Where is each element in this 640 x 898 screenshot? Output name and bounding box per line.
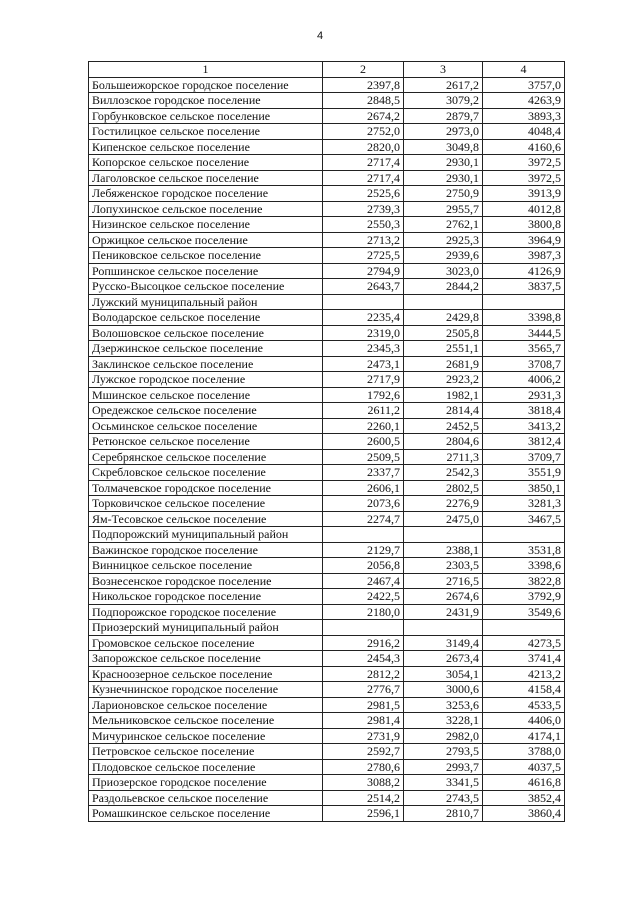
table-row: [89, 589, 565, 605]
table-row: [89, 294, 565, 310]
row-value-col-3: 2802,5: [404, 480, 483, 496]
row-name: Володарское сельское поселение: [89, 310, 323, 326]
row-value-col-4: 3467,5: [483, 511, 565, 527]
row-value-col-4: 2931,3: [483, 387, 565, 403]
row-name: Петровское сельское поселение: [89, 744, 323, 760]
row-value-col-4: 3444,5: [483, 325, 565, 341]
row-value-col-3: 2429,8: [404, 310, 483, 326]
row-value-col-3: 3253,6: [404, 697, 483, 713]
row-value-col-3: 3149,4: [404, 635, 483, 651]
page-number: 4: [316, 30, 324, 42]
row-name: Дзержинское сельское поселение: [89, 341, 323, 357]
row-value-col-4: 3281,3: [483, 496, 565, 512]
table-row: [89, 604, 565, 620]
row-value-col-4: 4037,5: [483, 759, 565, 775]
row-name: Ромашкинское сельское поселение: [89, 806, 323, 822]
row-value-col-2: 2467,4: [323, 573, 404, 589]
table-row: [89, 418, 565, 434]
row-value-col-3: 1982,1: [404, 387, 483, 403]
row-value-col-2: 2600,5: [323, 434, 404, 450]
row-value-col-4: 3413,2: [483, 418, 565, 434]
table-row: [89, 480, 565, 496]
row-name: Скребловское сельское поселение: [89, 465, 323, 481]
row-value-col-4: 4616,8: [483, 775, 565, 791]
row-value-col-4: 3800,8: [483, 217, 565, 233]
row-value-col-3: 2505,8: [404, 325, 483, 341]
row-value-col-4: 3837,5: [483, 279, 565, 295]
table-row: [89, 511, 565, 527]
row-value-col-3: 2711,3: [404, 449, 483, 465]
row-value-col-4: 4273,5: [483, 635, 565, 651]
row-value-col-2: 2794,9: [323, 263, 404, 279]
row-value-col-3: 2930,1: [404, 170, 483, 186]
row-value-col-3: 3023,0: [404, 263, 483, 279]
row-name: Оржицкое сельское поселение: [89, 232, 323, 248]
row-value-col-4: 3852,4: [483, 790, 565, 806]
row-value-col-2: [323, 620, 404, 636]
row-value-col-2: 2550,3: [323, 217, 404, 233]
row-value-col-2: 2611,2: [323, 403, 404, 419]
table-row: [89, 248, 565, 264]
row-value-col-2: 2643,7: [323, 279, 404, 295]
row-value-col-3: 2930,1: [404, 155, 483, 171]
row-name: Запорожское сельское поселение: [89, 651, 323, 667]
row-value-col-2: 2848,5: [323, 93, 404, 109]
row-value-col-4: 4126,9: [483, 263, 565, 279]
row-value-col-3: 3054,1: [404, 666, 483, 682]
row-value-col-4: 3972,5: [483, 170, 565, 186]
table-row: [89, 155, 565, 171]
row-value-col-3: 2716,5: [404, 573, 483, 589]
row-value-col-3: 2551,1: [404, 341, 483, 357]
row-name: Русско-Высоцкое сельское поселение: [89, 279, 323, 295]
table-row: [89, 527, 565, 543]
row-name: Вознесенское городское поселение: [89, 573, 323, 589]
table-row: [89, 666, 565, 682]
row-value-col-3: 2674,6: [404, 589, 483, 605]
table-row: [89, 573, 565, 589]
table-row: [89, 697, 565, 713]
row-value-col-3: 2804,6: [404, 434, 483, 450]
row-value-col-3: 2542,3: [404, 465, 483, 481]
row-name: Подпорожское городское поселение: [89, 604, 323, 620]
row-name: Ям-Тесовское сельское поселение: [89, 511, 323, 527]
row-value-col-2: 2596,1: [323, 806, 404, 822]
row-value-col-2: 2981,5: [323, 697, 404, 713]
row-name: Ретюнское сельское поселение: [89, 434, 323, 450]
row-value-col-3: 2955,7: [404, 201, 483, 217]
table-row: [89, 806, 565, 822]
row-value-col-3: 2617,2: [404, 77, 483, 93]
row-value-col-3: 2973,0: [404, 124, 483, 140]
row-value-col-3: 2743,5: [404, 790, 483, 806]
row-value-col-3: 2879,7: [404, 108, 483, 124]
table-row: [89, 263, 565, 279]
row-value-col-3: [404, 294, 483, 310]
row-value-col-2: 1792,6: [323, 387, 404, 403]
row-value-col-4: 4158,4: [483, 682, 565, 698]
row-value-col-2: 2592,7: [323, 744, 404, 760]
table-row: [89, 713, 565, 729]
row-value-col-4: 4006,2: [483, 372, 565, 388]
row-value-col-2: 2739,3: [323, 201, 404, 217]
row-name: Ларионовское сельское поселение: [89, 697, 323, 713]
row-value-col-3: 2939,6: [404, 248, 483, 264]
row-value-col-4: 3860,4: [483, 806, 565, 822]
header-col-1: 1: [89, 62, 323, 78]
row-name: Лаголовское сельское поселение: [89, 170, 323, 186]
row-value-col-4: [483, 620, 565, 636]
row-value-col-4: 3893,3: [483, 108, 565, 124]
table-row: [89, 387, 565, 403]
table-row: [89, 124, 565, 140]
row-value-col-2: 2509,5: [323, 449, 404, 465]
table-row: [89, 775, 565, 791]
row-name: Громовское сельское поселение: [89, 635, 323, 651]
row-value-col-4: 3812,4: [483, 434, 565, 450]
row-value-col-3: 2982,0: [404, 728, 483, 744]
row-value-col-2: 2525,6: [323, 186, 404, 202]
row-value-col-2: 2731,9: [323, 728, 404, 744]
row-value-col-4: 4263,9: [483, 93, 565, 109]
row-value-col-3: 2925,3: [404, 232, 483, 248]
table-row: [89, 93, 565, 109]
row-name: Мельниковское сельское поселение: [89, 713, 323, 729]
row-value-col-2: 2780,6: [323, 759, 404, 775]
table-row: [89, 170, 565, 186]
row-name: Копорское сельское поселение: [89, 155, 323, 171]
row-value-col-2: 2820,0: [323, 139, 404, 155]
row-value-col-4: 3565,7: [483, 341, 565, 357]
row-value-col-4: 3818,4: [483, 403, 565, 419]
row-name: Красноозерное сельское поселение: [89, 666, 323, 682]
row-name: Оредежское сельское поселение: [89, 403, 323, 419]
row-value-col-4: 4406,0: [483, 713, 565, 729]
table-row: [89, 542, 565, 558]
row-value-col-3: 2750,9: [404, 186, 483, 202]
row-name: Большеижорское городское поселение: [89, 77, 323, 93]
table-row: [89, 186, 565, 202]
table-row: [89, 744, 565, 760]
row-value-col-2: 2717,4: [323, 170, 404, 186]
row-value-col-4: 4533,5: [483, 697, 565, 713]
row-value-col-3: 2762,1: [404, 217, 483, 233]
row-value-col-2: 2235,4: [323, 310, 404, 326]
row-value-col-3: 2673,4: [404, 651, 483, 667]
row-name: Низинское сельское поселение: [89, 217, 323, 233]
row-value-col-2: [323, 527, 404, 543]
row-value-col-3: [404, 620, 483, 636]
row-value-col-2: 2056,8: [323, 558, 404, 574]
row-value-col-4: 4012,8: [483, 201, 565, 217]
row-value-col-2: 2717,9: [323, 372, 404, 388]
row-value-col-2: 2713,2: [323, 232, 404, 248]
table-row: [89, 403, 565, 419]
table-row: [89, 310, 565, 326]
row-value-col-2: 2180,0: [323, 604, 404, 620]
row-value-col-4: 3549,6: [483, 604, 565, 620]
row-value-col-2: 2981,4: [323, 713, 404, 729]
table-row: [89, 728, 565, 744]
row-value-col-3: 2475,0: [404, 511, 483, 527]
row-value-col-3: 2793,5: [404, 744, 483, 760]
row-value-col-2: 2717,4: [323, 155, 404, 171]
table-row: [89, 77, 565, 93]
row-value-col-4: 3741,4: [483, 651, 565, 667]
row-value-col-3: 2844,2: [404, 279, 483, 295]
table-row: [89, 759, 565, 775]
row-value-col-4: 3964,9: [483, 232, 565, 248]
row-value-col-4: 3531,8: [483, 542, 565, 558]
row-value-col-2: 2337,7: [323, 465, 404, 481]
row-value-col-3: 2388,1: [404, 542, 483, 558]
table-row: [89, 635, 565, 651]
row-name: Кипенское сельское поселение: [89, 139, 323, 155]
table-row: [89, 620, 565, 636]
row-name: Плодовское сельское поселение: [89, 759, 323, 775]
row-value-col-3: 2923,2: [404, 372, 483, 388]
row-value-col-4: 3913,9: [483, 186, 565, 202]
header-col-2: 2: [323, 62, 404, 78]
row-value-col-2: [323, 294, 404, 310]
row-value-col-2: 2422,5: [323, 589, 404, 605]
row-value-col-3: 3000,6: [404, 682, 483, 698]
table-row: [89, 434, 565, 450]
row-value-col-4: 3972,5: [483, 155, 565, 171]
row-value-col-2: 2916,2: [323, 635, 404, 651]
header-col-3: 3: [404, 62, 483, 78]
row-name: Важинское городское поселение: [89, 542, 323, 558]
row-value-col-4: 3398,6: [483, 558, 565, 574]
row-value-col-4: 3709,7: [483, 449, 565, 465]
row-name: Толмачевское городское поселение: [89, 480, 323, 496]
table-row: [89, 372, 565, 388]
row-name: Винницкое сельское поселение: [89, 558, 323, 574]
table-row: [89, 356, 565, 372]
row-value-col-3: 2276,9: [404, 496, 483, 512]
table-header: [89, 62, 565, 78]
row-value-col-4: 3398,8: [483, 310, 565, 326]
table-body: [89, 77, 565, 821]
row-name: Мичуринское сельское поселение: [89, 728, 323, 744]
row-value-col-2: 2454,3: [323, 651, 404, 667]
row-value-col-4: 4213,2: [483, 666, 565, 682]
row-value-col-3: 2810,7: [404, 806, 483, 822]
row-value-col-4: 3987,3: [483, 248, 565, 264]
row-value-col-2: 2345,3: [323, 341, 404, 357]
row-value-col-4: 4160,6: [483, 139, 565, 155]
row-name: Никольское городское поселение: [89, 589, 323, 605]
row-value-col-2: 2397,8: [323, 77, 404, 93]
header-row: [89, 62, 565, 78]
table-row: [89, 790, 565, 806]
row-value-col-3: 2993,7: [404, 759, 483, 775]
row-value-col-4: 3788,0: [483, 744, 565, 760]
table-row: [89, 217, 565, 233]
row-name: Пениковское сельское поселение: [89, 248, 323, 264]
row-value-col-2: 2725,5: [323, 248, 404, 264]
table-row: [89, 325, 565, 341]
row-value-col-2: 2606,1: [323, 480, 404, 496]
table-row: [89, 232, 565, 248]
row-value-col-2: 2319,0: [323, 325, 404, 341]
row-value-col-2: 2073,6: [323, 496, 404, 512]
row-value-col-2: 2129,7: [323, 542, 404, 558]
row-name: Заклинское сельское поселение: [89, 356, 323, 372]
row-name: Подпорожский муниципальный район: [89, 527, 323, 543]
row-name: Кузнечнинское городское поселение: [89, 682, 323, 698]
row-value-col-3: 3049,8: [404, 139, 483, 155]
row-name: Лопухинское сельское поселение: [89, 201, 323, 217]
row-name: Лужский муниципальный район: [89, 294, 323, 310]
table-row: [89, 108, 565, 124]
row-value-col-4: 3822,8: [483, 573, 565, 589]
header-col-4: 4: [483, 62, 565, 78]
row-value-col-3: 2431,9: [404, 604, 483, 620]
row-value-col-3: 2452,5: [404, 418, 483, 434]
row-name: Лебяженское городское поселение: [89, 186, 323, 202]
row-name: Лужское городское поселение: [89, 372, 323, 388]
row-value-col-2: 2274,7: [323, 511, 404, 527]
row-value-col-4: 3792,9: [483, 589, 565, 605]
row-name: Осьминское сельское поселение: [89, 418, 323, 434]
table-row: [89, 465, 565, 481]
row-value-col-4: 4174,1: [483, 728, 565, 744]
row-value-col-2: 2260,1: [323, 418, 404, 434]
row-name: Раздольевское сельское поселение: [89, 790, 323, 806]
row-name: Ропшинское сельское поселение: [89, 263, 323, 279]
row-value-col-3: 3228,1: [404, 713, 483, 729]
row-value-col-4: 3551,9: [483, 465, 565, 481]
row-value-col-4: 3850,1: [483, 480, 565, 496]
table-row: [89, 279, 565, 295]
row-value-col-3: 3341,5: [404, 775, 483, 791]
table-row: [89, 496, 565, 512]
row-value-col-2: 3088,2: [323, 775, 404, 791]
row-value-col-4: [483, 527, 565, 543]
table-row: [89, 449, 565, 465]
row-name: Гостилицкое сельское поселение: [89, 124, 323, 140]
row-name: Серебрянское сельское поселение: [89, 449, 323, 465]
row-name: Виллозское городское поселение: [89, 93, 323, 109]
row-name: Горбунковское сельское поселение: [89, 108, 323, 124]
row-value-col-4: 3757,0: [483, 77, 565, 93]
row-value-col-2: 2514,2: [323, 790, 404, 806]
table-row: [89, 651, 565, 667]
row-value-col-3: 3079,2: [404, 93, 483, 109]
row-name: Приозерское городское поселение: [89, 775, 323, 791]
row-value-col-4: [483, 294, 565, 310]
table-row: [89, 682, 565, 698]
row-value-col-2: 2812,2: [323, 666, 404, 682]
table-row: [89, 558, 565, 574]
row-value-col-4: 4048,4: [483, 124, 565, 140]
row-value-col-3: 2814,4: [404, 403, 483, 419]
row-value-col-3: [404, 527, 483, 543]
row-value-col-2: 2674,2: [323, 108, 404, 124]
table-row: [89, 201, 565, 217]
settlements-table: [88, 61, 565, 822]
row-name: Торковичское сельское поселение: [89, 496, 323, 512]
row-value-col-3: 2681,9: [404, 356, 483, 372]
row-value-col-2: 2776,7: [323, 682, 404, 698]
row-name: Волошовское сельское поселение: [89, 325, 323, 341]
row-value-col-4: 3708,7: [483, 356, 565, 372]
table-row: [89, 139, 565, 155]
row-name: Мшинское сельское поселение: [89, 387, 323, 403]
row-value-col-2: 2752,0: [323, 124, 404, 140]
row-value-col-2: 2473,1: [323, 356, 404, 372]
row-name: Приозерский муниципальный район: [89, 620, 323, 636]
row-value-col-3: 2303,5: [404, 558, 483, 574]
table-row: [89, 341, 565, 357]
